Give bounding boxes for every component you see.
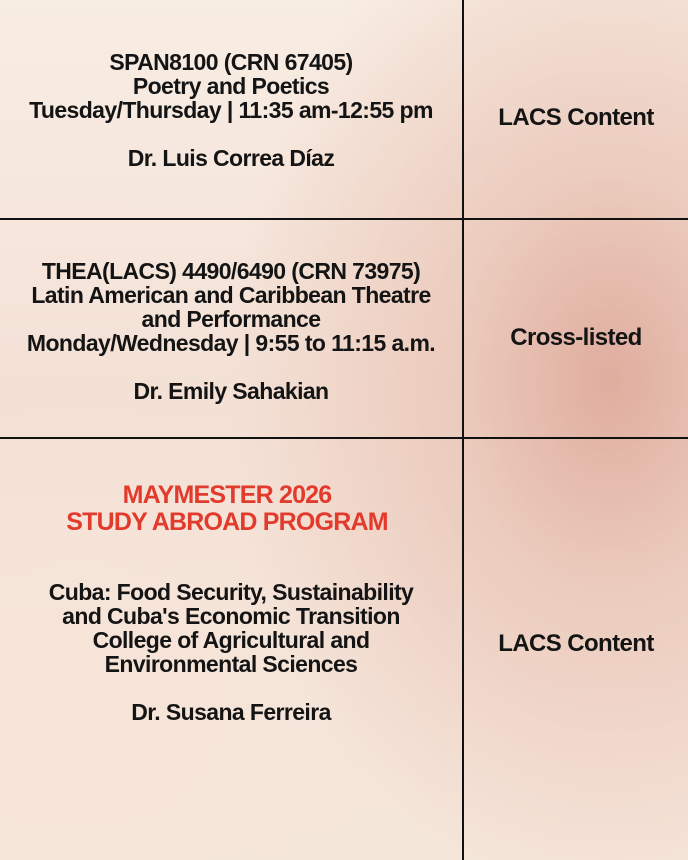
course-instructor: Dr. Luis Correa Díaz (127, 145, 335, 171)
course-category: LACS Content (498, 630, 654, 657)
course-code: SPAN8100 (CRN 67405) (109, 49, 353, 75)
course-title-line: and Performance (141, 306, 321, 332)
course-title-line: Latin American and Caribbean Theatre (31, 282, 431, 308)
course-title-line: College of Agricultural and (92, 627, 370, 653)
course-details-cell (0, 482, 462, 724)
course-row-maymester (0, 438, 688, 860)
column-divider (462, 0, 464, 860)
course-row-thea4490 (0, 219, 688, 438)
course-details-cell (0, 259, 462, 403)
course-row-span8100 (0, 0, 688, 219)
course-details-cell (0, 50, 462, 170)
course-title-line: Cuba: Food Security, Sustainability (48, 579, 414, 605)
course-category: LACS Content (498, 104, 654, 131)
course-title-line: Poetry and Poetics (132, 73, 330, 99)
course-schedule: Tuesday/Thursday | 11:35 am-12:55 pm (29, 97, 433, 123)
course-title-line: and Cuba's Economic Transition (62, 603, 400, 629)
course-category: Cross-listed (510, 324, 642, 351)
course-title-line: Environmental Sciences (104, 651, 358, 677)
course-schedule: Monday/Wednesday | 9:55 to 11:15 a.m. (26, 330, 436, 356)
course-instructor: Dr. Susana Ferreira (131, 699, 331, 725)
program-highlight-line: STUDY ABROAD PROGRAM (66, 508, 388, 536)
program-highlight-line: MAYMESTER 2026 (122, 481, 332, 509)
course-instructor: Dr. Emily Sahakian (133, 378, 329, 404)
course-code: THEA(LACS) 4490/6490 (CRN 73975) (41, 258, 421, 284)
